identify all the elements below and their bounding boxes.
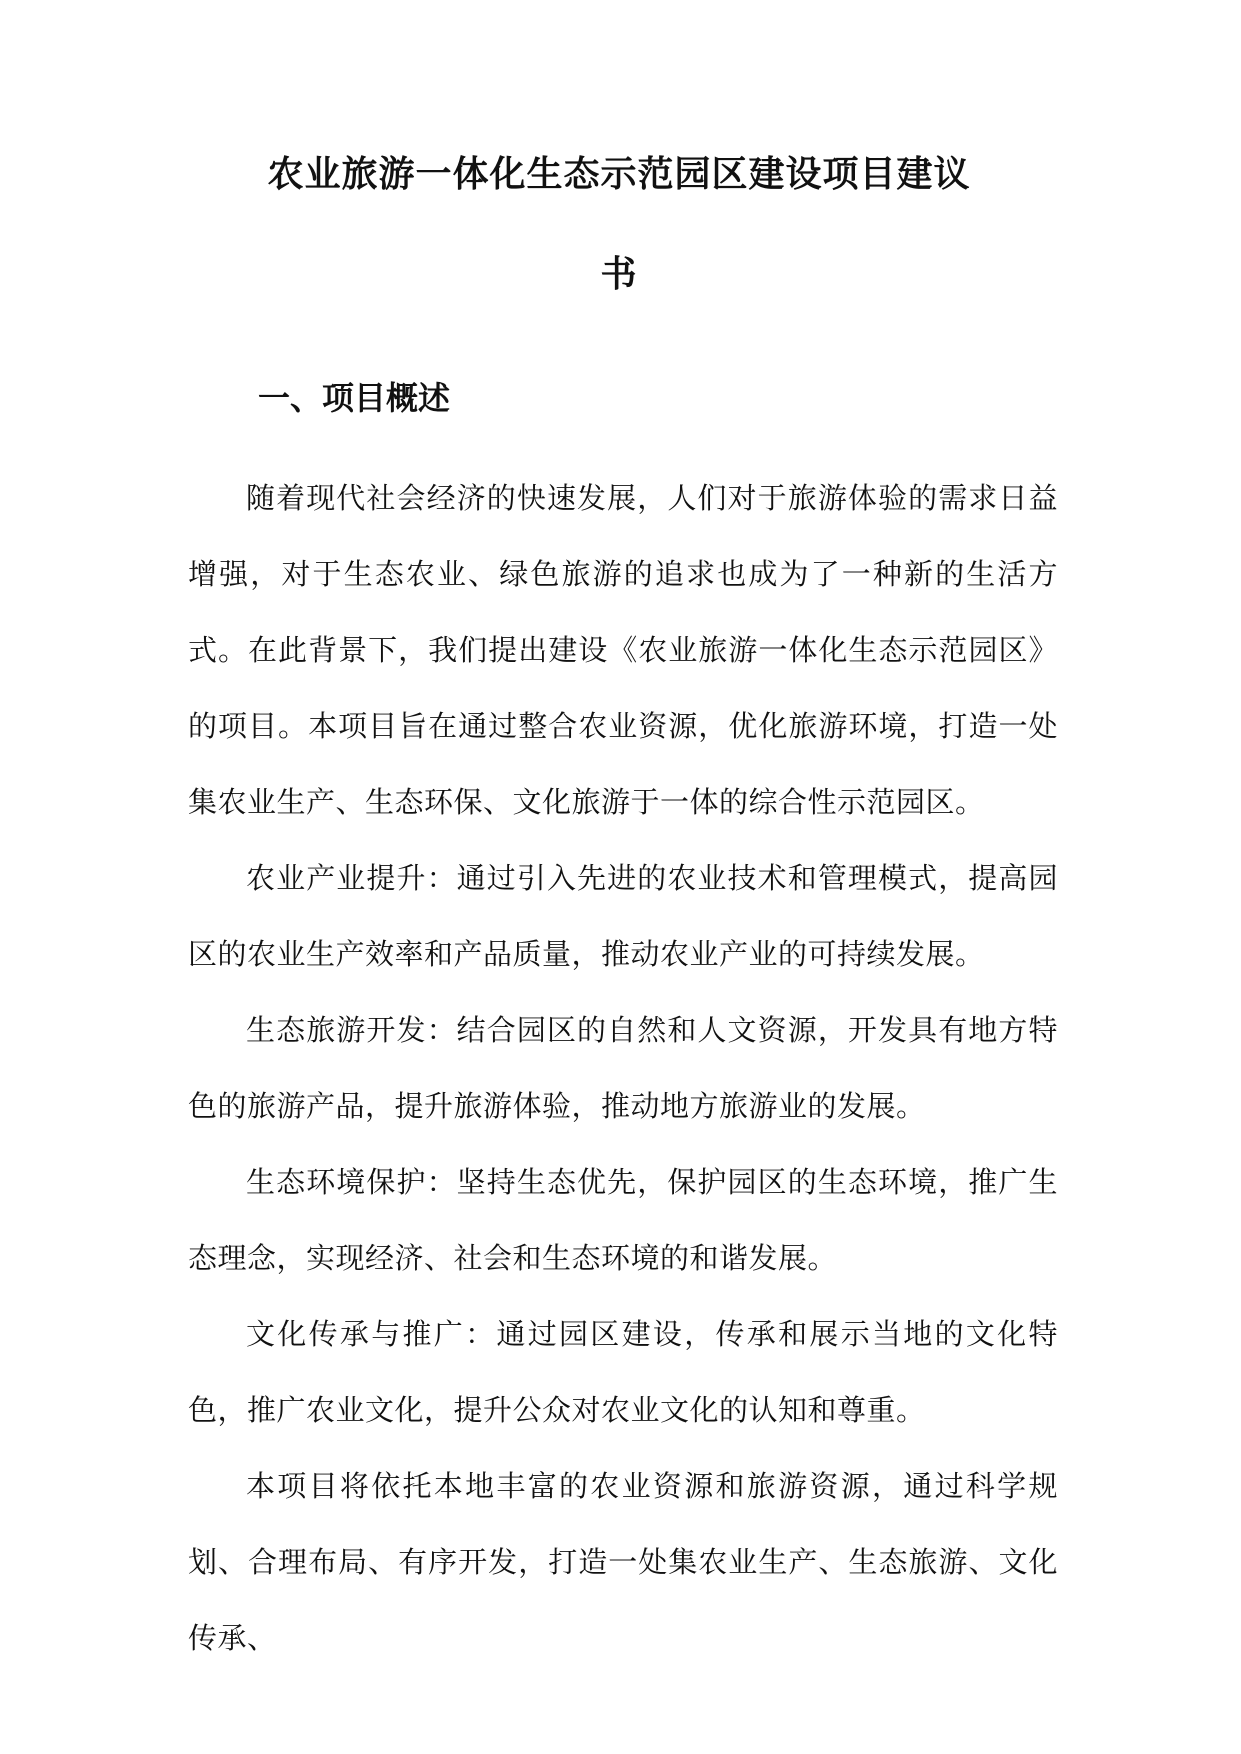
document-title-line-2: 书 <box>600 253 638 295</box>
paragraph-culture: 文化传承与推广：通过园区建设，传承和展示当地的文化特色，推广农业文化，提升公众对农业文化的认知和尊重。 <box>188 1317 1058 1427</box>
paragraph-plan: 本项目将依托本地丰富的农业资源和旅游资源，通过科学规划、合理布局、有序开发，打造一处集农业生产、生态旅游、文化传承、 <box>188 1469 1058 1655</box>
paragraph-tourism: 生态旅游开发：结合园区的自然和人文资源，开发具有地方特色的旅游产品，提升旅游体验，推动地方旅游业的发展。 <box>188 1013 1058 1123</box>
document-title-line-1: 农业旅游一体化生态示范园区建设项目建议 <box>267 153 971 195</box>
paragraph-intro: 随着现代社会经济的快速发展，人们对于旅游体验的需求日益增强，对于生态农业、绿色旅游的追求也成为了一种新的生活方式。在此背景下，我们提出建设《农业旅游一体化生态示范园区》的项目。本项目旨在通过整合农业资源，优化旅游环境，打造一处集农业生产、生态环保、文化旅游于一体的综合性示范园区。 <box>188 481 1058 819</box>
paragraph-agriculture: 农业产业提升：通过引入先进的农业技术和管理模式，提高园区的农业生产效率和产品质量，推动农业产业的可持续发展。 <box>188 861 1058 971</box>
paragraph-environment: 生态环境保护：坚持生态优先，保护园区的生态环境，推广生态理念，实现经济、社会和生态环境的和谐发展。 <box>188 1165 1058 1275</box>
document-body <box>188 460 1058 1676</box>
section-heading: 一、项目概述 <box>258 379 451 417</box>
